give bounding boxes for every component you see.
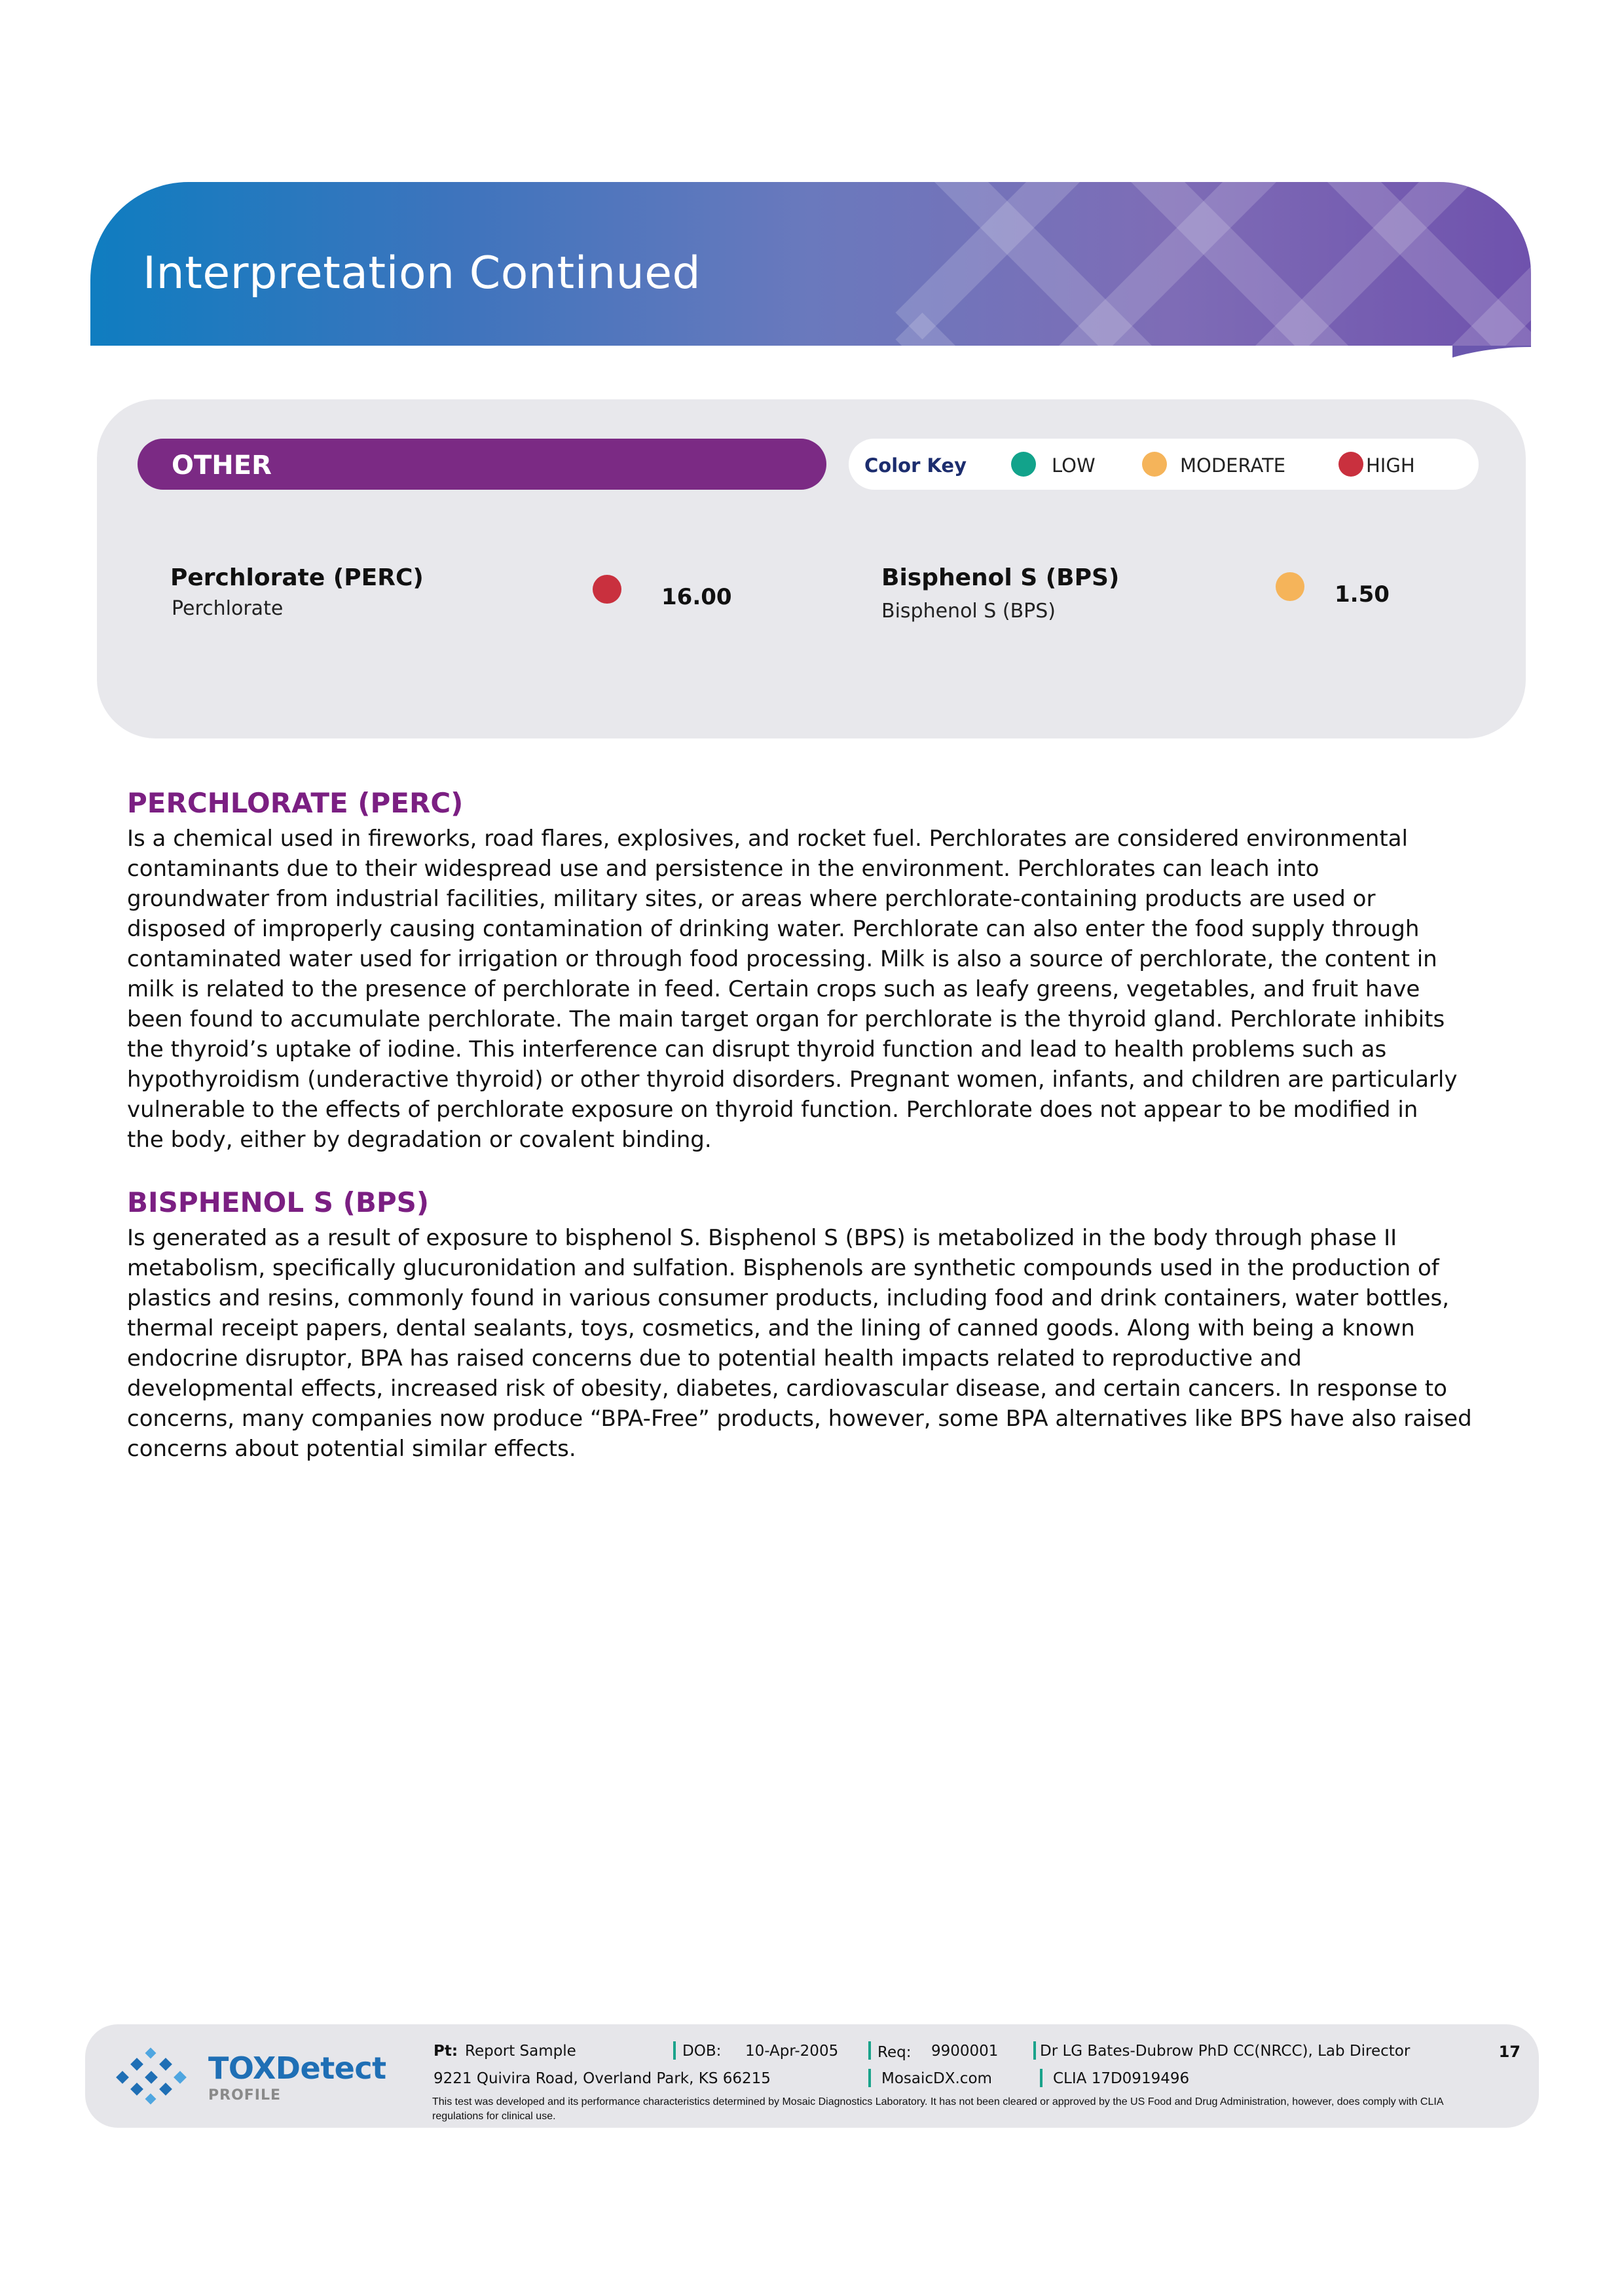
dob-label: DOB: bbox=[682, 2043, 722, 2060]
pt-label: Pt: bbox=[434, 2043, 458, 2060]
paragraph-line: Is generated as a result of exposure to bisphenol S. Bisphenol S (BPS) is metabolized in the body through phase II bbox=[127, 1225, 1397, 1251]
section-text-perchlorate bbox=[127, 824, 1463, 1155]
section-heading-bisphenol: BISPHENOL S (BPS) bbox=[127, 1186, 430, 1218]
section-pill bbox=[138, 439, 826, 490]
high-dot-icon bbox=[1338, 452, 1363, 477]
result-subname-perc: Perchlorate bbox=[172, 597, 284, 620]
paragraph-line: the body, either by degradation or covalent binding. bbox=[127, 1127, 712, 1153]
paragraph-line: metabolism, specifically glucuronidation and sulfation. Bisphenols are synthetic compounds used in the production of bbox=[127, 1255, 1439, 1281]
section-text-bisphenol bbox=[127, 1223, 1472, 1464]
paragraph-line: endocrine disruptor, BPA has raised concerns due to potential health impacts related to reproductive and bbox=[127, 1345, 1302, 1372]
moderate-dot-icon bbox=[1276, 572, 1304, 601]
divider bbox=[868, 2069, 871, 2087]
result-value-bps: 1.50 bbox=[1335, 581, 1390, 608]
paragraph-line: concerns, many companies now produce “BPA-Free” products, however, some BPA alternatives like BPS have also raised bbox=[127, 1406, 1472, 1432]
paragraph-line: groundwater from industrial facilities, military sites, or areas where perchlorate-containing products are used or bbox=[127, 886, 1376, 912]
dob-value: 10-Apr-2005 bbox=[745, 2043, 839, 2060]
paragraph-line: concerns about potential similar effects. bbox=[127, 1436, 576, 1462]
disclaimer-line-2: regulations for clinical use. bbox=[432, 2111, 556, 2122]
logo-name: TOXDetect bbox=[208, 2050, 386, 2086]
pt-value: Report Sample bbox=[465, 2043, 576, 2060]
divider bbox=[1033, 2041, 1036, 2060]
color-key-title: Color Key bbox=[864, 454, 967, 477]
paragraph-line: thermal receipt papers, dental sealants, toys, cosmetics, and the lining of canned goods. Along with being a known bbox=[127, 1315, 1415, 1341]
paragraph-line: contaminated water used for irrigation or through food processing. Milk is also a source of perchlorate, the content in bbox=[127, 946, 1437, 972]
page-number: 17 bbox=[1498, 2043, 1521, 2061]
disclaimer-line-1: This test was developed and its performance characteristics determined by Mosaic Diagnostics Laboratory. It has not been cleared or approved by the US Food and Drug Administration, however, does comply with CLIA bbox=[432, 2096, 1444, 2107]
divider bbox=[1040, 2069, 1043, 2087]
color-key-low: LOW bbox=[1052, 454, 1096, 477]
paragraph-line: hypothyroidism (underactive thyroid) or other thyroid disorders. Pregnant women, infants, and children are particularly bbox=[127, 1066, 1458, 1093]
result-subname-bps: Bisphenol S (BPS) bbox=[881, 600, 1056, 623]
paragraph-line: disposed of improperly causing contamination of drinking water. Perchlorate can also enter the food supply through bbox=[127, 916, 1420, 942]
banner-curve bbox=[1393, 347, 1531, 406]
disclaimer bbox=[432, 2095, 1506, 2124]
clia-number: CLIA 17D0919496 bbox=[1053, 2070, 1190, 2087]
section-label: OTHER bbox=[172, 450, 272, 481]
result-value-perc: 16.00 bbox=[661, 584, 732, 610]
color-key bbox=[849, 439, 1479, 490]
req-label: Req: bbox=[877, 2044, 912, 2061]
paragraph-line: milk is related to the presence of perchlorate in feed. Certain crops such as leafy greens, vegetables, and fruit have bbox=[127, 976, 1420, 1002]
paragraph-line: the thyroid’s uptake of iodine. This interference can disrupt thyroid function and lead to health problems such as bbox=[127, 1036, 1387, 1063]
result-name-perc: Perchlorate (PERC) bbox=[170, 564, 424, 591]
divider bbox=[868, 2041, 871, 2060]
result-name-bps: Bisphenol S (BPS) bbox=[881, 564, 1120, 591]
color-key-moderate: MODERATE bbox=[1180, 454, 1286, 477]
moderate-dot-icon bbox=[1142, 452, 1167, 477]
low-dot-icon bbox=[1011, 452, 1036, 477]
color-key-high: HIGH bbox=[1366, 454, 1415, 477]
header-banner bbox=[90, 182, 1531, 346]
paragraph-line: developmental effects, increased risk of obesity, diabetes, cardiovascular disease, and certain cancers. In response to bbox=[127, 1376, 1447, 1402]
toxdetect-logo-icon bbox=[113, 2047, 198, 2105]
lab-address: 9221 Quivira Road, Overland Park, KS 66215 bbox=[434, 2070, 771, 2087]
section-heading-perchlorate: PERCHLORATE (PERC) bbox=[127, 787, 464, 819]
divider bbox=[673, 2041, 676, 2060]
website-link[interactable]: MosaicDX.com bbox=[881, 2070, 992, 2087]
paragraph-line: vulnerable to the effects of perchlorate exposure on thyroid function. Perchlorate does not appear to be modified in bbox=[127, 1097, 1418, 1123]
req-value: 9900001 bbox=[931, 2043, 999, 2060]
footer bbox=[85, 2024, 1539, 2128]
paragraph-line: contaminants due to their widespread use and persistence in the environment. Perchlorates can leach into bbox=[127, 856, 1320, 882]
high-dot-icon bbox=[593, 575, 621, 604]
paragraph-line: been found to accumulate perchlorate. The main target organ for perchlorate is the thyroid gland. Perchlorate inhibits bbox=[127, 1006, 1445, 1032]
paragraph-line: plastics and resins, commonly found in various consumer products, including food and drink containers, water bottles, bbox=[127, 1285, 1450, 1311]
paragraph-line: Is a chemical used in fireworks, road flares, explosives, and rocket fuel. Perchlorates are considered environmental bbox=[127, 826, 1408, 852]
logo-sub: PROFILE bbox=[208, 2087, 282, 2104]
page-title: Interpretation Continued bbox=[143, 247, 701, 299]
lab-director: Dr LG Bates-Dubrow PhD CC(NRCC), Lab Director bbox=[1040, 2043, 1411, 2060]
results-panel bbox=[97, 399, 1526, 738]
